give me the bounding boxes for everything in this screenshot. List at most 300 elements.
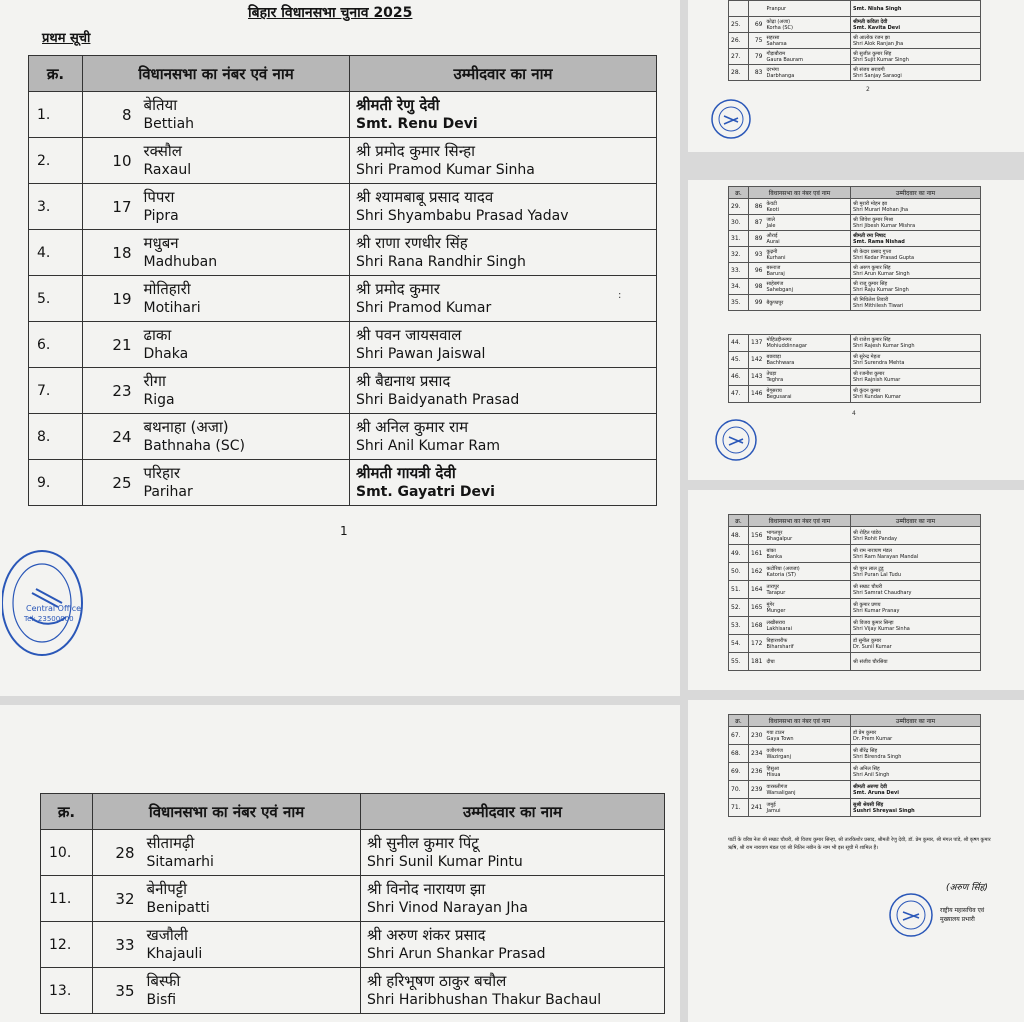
constituency-number: 10 bbox=[83, 138, 138, 184]
candidate-name-hindi: श्री पूरन लाल टुडू bbox=[853, 565, 884, 572]
row-sno: 26. bbox=[729, 33, 749, 49]
row-sno: 70. bbox=[729, 781, 749, 799]
candidate-name-hindi: श्रीमती अरुणा देवी bbox=[853, 783, 887, 790]
table-row bbox=[41, 876, 665, 922]
row-sno: 44. bbox=[729, 335, 749, 352]
constituency-number: 239 bbox=[749, 781, 765, 799]
table-row bbox=[729, 781, 981, 799]
candidate-name bbox=[851, 369, 981, 386]
constituency-name-english: Pipra bbox=[143, 208, 179, 224]
constituency-number: 165 bbox=[749, 599, 765, 617]
candidate-name bbox=[851, 1, 981, 17]
table-row bbox=[729, 352, 981, 369]
constituency-name bbox=[765, 799, 851, 817]
constituency-name-english: Munger bbox=[766, 607, 786, 614]
candidate-name bbox=[851, 49, 981, 65]
table-header-row bbox=[729, 187, 981, 199]
constituency-number: 18 bbox=[83, 230, 138, 276]
row-sno: 29. bbox=[729, 199, 749, 215]
candidate-name-hindi: श्री अनिल कुमार राम bbox=[356, 418, 469, 436]
header-sno: क्र. bbox=[729, 187, 749, 199]
header-constituency: विधानसभा का नंबर एवं नाम bbox=[749, 515, 851, 527]
candidate-name-hindi: सुश्री श्रेयसी सिंह bbox=[853, 801, 884, 808]
row-sno: 4. bbox=[29, 230, 83, 276]
table-row bbox=[729, 65, 981, 81]
constituency-name-hindi: बेनीपट्टी bbox=[146, 880, 188, 898]
header-candidate: उम्मीदवार का नाम bbox=[851, 187, 981, 199]
constituency-name bbox=[138, 92, 350, 138]
thumbnail-page-c bbox=[688, 330, 1024, 480]
candidate-name bbox=[851, 33, 981, 49]
constituency-name-english: Bathnaha (SC) bbox=[143, 438, 245, 454]
candidate-name-hindi: श्री अनिल सिंह bbox=[853, 765, 880, 772]
candidate-name bbox=[851, 763, 981, 781]
row-sno: 67. bbox=[729, 727, 749, 745]
table-row bbox=[729, 231, 981, 247]
constituency-number: 33 bbox=[93, 922, 141, 968]
constituency-number: 142 bbox=[749, 352, 765, 369]
candidate-name-hindi: श्री कुंदन कुमार bbox=[853, 388, 881, 394]
role-line-1: राष्ट्रीय महासचिव एवं bbox=[940, 907, 985, 914]
table-header-row bbox=[41, 794, 665, 830]
page-mark: 4 bbox=[852, 410, 856, 417]
table-row bbox=[29, 368, 657, 414]
constituency-name bbox=[765, 17, 851, 33]
candidate-name-hindi: श्री सुनील कुमार पिंटू bbox=[367, 834, 479, 852]
constituency-name bbox=[765, 581, 851, 599]
constituency-name-english: Banka bbox=[766, 553, 783, 560]
candidate-name bbox=[851, 635, 981, 653]
constituency-number: 98 bbox=[749, 279, 765, 295]
row-sno: 51. bbox=[729, 581, 749, 599]
candidate-name-hindi: श्री केदार प्रसाद गुप्ता bbox=[853, 248, 892, 255]
constituency-name bbox=[765, 599, 851, 617]
constituency-name-hindi: वजीरगंज bbox=[766, 747, 783, 754]
row-sno: 30. bbox=[729, 215, 749, 231]
candidate-name bbox=[851, 215, 981, 231]
header-sno: क्र. bbox=[29, 56, 83, 92]
constituency-name bbox=[141, 968, 361, 1014]
row-sno: 11. bbox=[41, 876, 93, 922]
constituency-name-english: Bhagalpur bbox=[766, 535, 793, 542]
candidate-name-english: Shri Sujit Kumar Singh bbox=[853, 56, 909, 63]
candidate-name-hindi: श्री सम्राट चौधरी bbox=[853, 583, 883, 590]
candidate-name-english: Shri Samrat Chaudhary bbox=[853, 589, 912, 596]
constituency-name-hindi: गौड़ाबौराम bbox=[766, 50, 786, 57]
candidate-name-english: Shri Pawan Jaiswal bbox=[356, 346, 486, 362]
candidate-name-english: Shri Ram Narayan Mandal bbox=[853, 553, 919, 560]
constituency-number: 87 bbox=[749, 215, 765, 231]
row-sno: 10. bbox=[41, 830, 93, 876]
table-row bbox=[729, 295, 981, 311]
svg-text:Tel: 23500000: Tel: 23500000 bbox=[24, 615, 74, 623]
candidate-name-hindi: श्री राणा रणधीर सिंह bbox=[356, 234, 468, 252]
candidate-name-hindi: श्री विजय कुमार सिन्हा bbox=[853, 619, 894, 626]
row-sno: 2. bbox=[29, 138, 83, 184]
constituency-name-english: Tarapur bbox=[766, 589, 786, 596]
constituency-number: 8 bbox=[83, 92, 138, 138]
row-sno: 7. bbox=[29, 368, 83, 414]
candidate-name bbox=[851, 545, 981, 563]
constituency-number: 79 bbox=[749, 49, 765, 65]
constituency-number: 75 bbox=[749, 33, 765, 49]
table-row bbox=[729, 745, 981, 763]
constituency-number: 146 bbox=[749, 386, 765, 403]
constituency-name-english: Wazirganj bbox=[766, 753, 791, 760]
table-row bbox=[729, 617, 981, 635]
table-row bbox=[729, 653, 981, 671]
constituency-name bbox=[765, 263, 851, 279]
candidate-name bbox=[361, 968, 665, 1014]
candidate-name-english: Shri Rana Randhir Singh bbox=[356, 254, 526, 270]
constituency-name-hindi: रीगा bbox=[143, 372, 166, 390]
constituency-name-hindi: भागलपुर bbox=[766, 529, 783, 536]
constituency-name bbox=[765, 215, 851, 231]
constituency-name bbox=[138, 138, 350, 184]
table-row bbox=[729, 386, 981, 403]
candidate-name bbox=[851, 279, 981, 295]
constituency-name-hindi: परिहार bbox=[143, 464, 181, 482]
candidate-name-hindi: श्री अरुण कुमार सिंह bbox=[853, 264, 891, 271]
table-row bbox=[729, 1, 981, 17]
constituency-number: 181 bbox=[749, 653, 765, 671]
candidate-name-hindi: श्री कुमार प्रणय bbox=[853, 601, 881, 608]
candidate-name bbox=[851, 799, 981, 817]
table-row bbox=[29, 414, 657, 460]
table-row bbox=[29, 138, 657, 184]
constituency-name-hindi: कुढ़नी bbox=[766, 248, 778, 255]
table-header-row bbox=[729, 715, 981, 727]
table-row bbox=[729, 33, 981, 49]
candidate-name-english: Smt. Gayatri Devi bbox=[356, 484, 495, 500]
candidate-name-hindi: श्रीमती गायत्री देवी bbox=[356, 464, 456, 482]
constituency-number: 230 bbox=[749, 727, 765, 745]
candidate-name-english: Shri Shyambabu Prasad Yadav bbox=[356, 208, 569, 224]
thumbnail-page-a bbox=[688, 0, 1024, 152]
constituency-name-english: Madhuban bbox=[143, 254, 218, 270]
candidate-name bbox=[361, 922, 665, 968]
constituency-number: 137 bbox=[749, 335, 765, 352]
constituency-name-english: Benipatti bbox=[146, 900, 210, 916]
candidate-name-english: Shri Puran Lal Tudu bbox=[853, 571, 902, 578]
constituency-number: 21 bbox=[83, 322, 138, 368]
header-constituency: विधानसभा का नंबर एवं नाम bbox=[749, 715, 851, 727]
candidate-name-hindi: श्रीमती रेणु देवी bbox=[356, 96, 440, 114]
constituency-name-hindi: बथनाहा (अजा) bbox=[143, 418, 229, 436]
constituency-name bbox=[765, 781, 851, 799]
candidate-name-hindi: श्री श्यामबाबू प्रसाद यादव bbox=[356, 188, 494, 206]
candidate-name bbox=[851, 781, 981, 799]
candidate-name-english: Shri Jibesh Kumar Mishra bbox=[853, 222, 916, 229]
header-candidate: उम्मीदवार का नाम bbox=[361, 794, 665, 830]
constituency-name bbox=[765, 65, 851, 81]
candidate-name-hindi: श्रीमती कविता देवी bbox=[853, 18, 888, 25]
candidate-name-english: Shri Baidyanath Prasad bbox=[356, 392, 520, 408]
candidate-name-hindi: श्री विनोद नारायण झा bbox=[367, 880, 486, 898]
thumb-table-c bbox=[728, 334, 981, 403]
candidate-name-hindi: श्री मिथिलेश तिवारी bbox=[853, 296, 889, 303]
candidate-name-hindi: डॉ सुनील कुमार bbox=[853, 637, 882, 644]
candidate-name bbox=[851, 247, 981, 263]
constituency-number: 83 bbox=[749, 65, 765, 81]
constituency-name-english: Biharsharif bbox=[766, 643, 794, 650]
constituency-name-english: Begusarai bbox=[766, 394, 792, 400]
header-candidate: उम्मीदवार का नाम bbox=[350, 56, 657, 92]
candidate-name bbox=[350, 368, 657, 414]
constituency-name-english: Mohiuddinnagar bbox=[766, 343, 808, 349]
row-sno: 35. bbox=[729, 295, 749, 311]
constituency-name-hindi: केवटी bbox=[766, 200, 777, 207]
candidate-name bbox=[851, 231, 981, 247]
candidate-name-english: Smt. Kavita Devi bbox=[853, 24, 901, 31]
row-sno: 12. bbox=[41, 922, 93, 968]
constituency-name-hindi: जमुई bbox=[766, 801, 776, 808]
candidate-name bbox=[361, 876, 665, 922]
table-row bbox=[29, 184, 657, 230]
row-sno: 1. bbox=[29, 92, 83, 138]
constituency-name-hindi: वारसलीगंज bbox=[766, 783, 788, 790]
constituency-name-english: Lakhisarai bbox=[766, 625, 792, 632]
constituency-name-hindi: बिहारशरीफ bbox=[766, 637, 788, 644]
constituency-name-english: Jale bbox=[766, 222, 776, 229]
table-row bbox=[729, 527, 981, 545]
constituency-number: 86 bbox=[749, 199, 765, 215]
constituency-name-english: Gaya Town bbox=[766, 735, 794, 742]
constituency-name-hindi: बैकुण्ठपुर bbox=[766, 299, 784, 306]
constituency-name-english: Sitamarhi bbox=[146, 854, 214, 870]
thumbnail-page-b bbox=[688, 180, 1024, 330]
table-row bbox=[29, 92, 657, 138]
row-sno: 46. bbox=[729, 369, 749, 386]
constituency-name-hindi: लखीसराय bbox=[766, 619, 785, 626]
candidate-name-english: Dr. Prem Kumar bbox=[853, 735, 893, 742]
constituency-name bbox=[138, 368, 350, 414]
constituency-name-english: Khajauli bbox=[146, 946, 203, 962]
row-sno: 31. bbox=[729, 231, 749, 247]
signature: (अरुण सिंह) bbox=[946, 883, 988, 893]
constituency-name-english: Darbhanga bbox=[766, 72, 795, 79]
row-sno: 53. bbox=[729, 617, 749, 635]
candidate-name bbox=[851, 527, 981, 545]
page-2 bbox=[0, 705, 680, 1022]
page-1 bbox=[0, 0, 680, 696]
candidate-name-english: Shri Sanjay Saraogi bbox=[853, 72, 902, 79]
table-row bbox=[729, 199, 981, 215]
candidate-name bbox=[851, 335, 981, 352]
candidate-name bbox=[851, 563, 981, 581]
table-row bbox=[729, 635, 981, 653]
candidate-name-hindi: श्री रोहित पांडेय bbox=[853, 529, 881, 536]
table-row bbox=[729, 599, 981, 617]
candidate-name-english: Smt. Rama Nishad bbox=[853, 238, 905, 245]
constituency-name-hindi: रक्सौल bbox=[143, 142, 182, 160]
row-sno: 5. bbox=[29, 276, 83, 322]
constituency-name-english: Dhaka bbox=[143, 346, 189, 362]
candidate-name-hindi: श्री प्रमोद कुमार सिन्हा bbox=[356, 142, 476, 160]
candidate-name-english: Shri Mithilesh Tiwari bbox=[853, 302, 904, 309]
constituency-name bbox=[138, 276, 350, 322]
candidate-name-hindi: श्री जिवेश कुमार मिश्रा bbox=[853, 216, 894, 223]
candidate-name-hindi: श्री सुरेन्द्र मेहता bbox=[853, 354, 881, 360]
constituency-name bbox=[765, 745, 851, 763]
candidate-name-hindi: Smt. Nisha Singh bbox=[853, 5, 902, 12]
candidate-name-english: Shri Rohit Panday bbox=[853, 535, 898, 542]
constituency-name-hindi: मुंगेर bbox=[766, 601, 775, 608]
candidate-name-english: Shri Kundan Kumar bbox=[853, 394, 901, 400]
candidate-name bbox=[851, 295, 981, 311]
candidate-name-english: Shri Pramod Kumar Sinha bbox=[356, 162, 535, 178]
footnote: पार्टी के वरिष्ठ नेता श्री सम्राट चौधरी, श्री विजय कुमार सिन्हा, श्री तारकिशोर प्रसाद, श्रीमती रेणु देवी, डॉ. प्रेम कुमार, श्री मंगल पांडे, श्री कृष्ण कुमार ऋषि, श्री राम नारायण मंडल एवं श्री नितिन नबीन के नाम भी इस सूची में शामिल हैं। bbox=[728, 837, 991, 851]
constituency-name bbox=[765, 527, 851, 545]
table-row bbox=[729, 279, 981, 295]
row-sno: 45. bbox=[729, 352, 749, 369]
candidate-name-english: Smt. Renu Devi bbox=[356, 116, 478, 132]
constituency-name-english: Motihari bbox=[143, 300, 201, 316]
candidate-name bbox=[350, 414, 657, 460]
row-sno: 33. bbox=[729, 263, 749, 279]
candidate-name bbox=[350, 230, 657, 276]
row-sno: 48. bbox=[729, 527, 749, 545]
constituency-number: 17 bbox=[83, 184, 138, 230]
candidate-name-english: Shri Rajesh Kumar Singh bbox=[853, 343, 915, 349]
constituency-name-hindi: बछवाड़ा bbox=[766, 354, 781, 360]
candidate-name bbox=[851, 386, 981, 403]
header-constituency: विधानसभा का नंबर एवं नाम bbox=[93, 794, 361, 830]
constituency-name-english: Riga bbox=[143, 392, 175, 408]
candidate-name-english: Shri Surendra Mehta bbox=[853, 360, 905, 366]
constituency-name-hindi: दीघा bbox=[766, 658, 775, 665]
candidate-name-english: Shri Birendra Singh bbox=[853, 753, 902, 760]
constituency-number: 162 bbox=[749, 563, 765, 581]
candidate-name-english: Shri Kumar Pranay bbox=[853, 607, 900, 614]
constituency-number: 28 bbox=[93, 830, 141, 876]
constituency-number: 69 bbox=[749, 17, 765, 33]
constituency-name-hindi: कोढ़ा (अजा) bbox=[766, 18, 791, 25]
header-candidate: उम्मीदवार का नाम bbox=[851, 515, 981, 527]
page-mark: 2 bbox=[866, 86, 870, 93]
constituency-number: 156 bbox=[749, 527, 765, 545]
constituency-name-hindi: जाले bbox=[766, 216, 775, 223]
candidate-name bbox=[851, 263, 981, 279]
constituency-number: 172 bbox=[749, 635, 765, 653]
page-number: 1 bbox=[340, 524, 348, 538]
table-row bbox=[29, 322, 657, 368]
candidate-name-english: Shri Arun Kumar Singh bbox=[853, 270, 910, 277]
row-sno: 47. bbox=[729, 386, 749, 403]
table-row bbox=[729, 263, 981, 279]
candidate-name-english: Shri Rajnish Kumar bbox=[853, 377, 901, 383]
constituency-number: 96 bbox=[749, 263, 765, 279]
constituency-name-hindi: बिस्फी bbox=[146, 972, 181, 990]
row-sno: 13. bbox=[41, 968, 93, 1014]
candidate-name-english: Smt. Aruna Devi bbox=[853, 789, 899, 796]
candidate-name bbox=[851, 17, 981, 33]
constituency-name-english: Korha (SC) bbox=[766, 24, 793, 31]
constituency-number: 93 bbox=[749, 247, 765, 263]
candidate-name-english: Shri Arun Shankar Prasad bbox=[367, 946, 546, 962]
constituency-number: 168 bbox=[749, 617, 765, 635]
candidate-name bbox=[851, 581, 981, 599]
candidate-name-english: Dr. Sunil Kumar bbox=[853, 643, 892, 650]
row-sno: 28. bbox=[729, 65, 749, 81]
candidate-name bbox=[350, 322, 657, 368]
table-row bbox=[729, 369, 981, 386]
candidate-name bbox=[350, 184, 657, 230]
candidate-name bbox=[851, 352, 981, 369]
constituency-name-english: Jamui bbox=[766, 807, 781, 814]
candidate-name-hindi: श्री बैद्यनाथ प्रसाद bbox=[356, 372, 451, 390]
row-sno: 8. bbox=[29, 414, 83, 460]
candidate-name bbox=[851, 727, 981, 745]
constituency-number: 234 bbox=[749, 745, 765, 763]
constituency-name bbox=[765, 247, 851, 263]
constituency-name bbox=[765, 563, 851, 581]
svg-text:Central Office: Central Office bbox=[26, 604, 82, 613]
constituency-name-hindi: मोहिउद्दीननगर bbox=[766, 337, 792, 343]
candidate-name-english: Shri Sunil Kumar Pintu bbox=[367, 854, 523, 870]
thumbnail-page-d bbox=[688, 490, 1024, 690]
constituency-name-hindi: बेतिया bbox=[143, 96, 178, 114]
party-seal-stamp-icon bbox=[2, 545, 88, 661]
constituency-number: 89 bbox=[749, 231, 765, 247]
table-row bbox=[729, 17, 981, 33]
header-sno: क्र. bbox=[41, 794, 93, 830]
constituency-name bbox=[765, 199, 851, 215]
row-sno: 55. bbox=[729, 653, 749, 671]
candidate-name-english: Shri Anil Singh bbox=[853, 771, 890, 778]
constituency-name-hindi: पिपरा bbox=[143, 188, 175, 206]
constituency-name bbox=[141, 922, 361, 968]
row-sno: 49. bbox=[729, 545, 749, 563]
constituency-name-hindi: खजौली bbox=[146, 926, 188, 944]
candidate-name bbox=[350, 276, 657, 322]
candidate-name-hindi: श्री हरिभूषण ठाकुर बचौल bbox=[367, 972, 507, 990]
constituency-name-english: Gaura Bauram bbox=[766, 56, 803, 63]
constituency-name-english: Keoti bbox=[766, 206, 780, 213]
constituency-name bbox=[765, 635, 851, 653]
candidate-name-hindi: श्री राम नारायण मंडल bbox=[853, 547, 892, 554]
thumb-table-a bbox=[728, 0, 981, 81]
thumb-table-b bbox=[728, 186, 981, 311]
list-title: प्रथम सूची bbox=[42, 31, 91, 46]
constituency-name bbox=[765, 49, 851, 65]
table-row bbox=[41, 922, 665, 968]
constituency-name bbox=[765, 386, 851, 403]
table-row bbox=[729, 763, 981, 781]
table-row bbox=[29, 230, 657, 276]
constituency-name bbox=[765, 279, 851, 295]
candidate-name bbox=[350, 92, 657, 138]
candidate-name-hindi: डॉ प्रेम कुमार bbox=[853, 729, 877, 736]
constituency-number: 35 bbox=[93, 968, 141, 1014]
constituency-name-english: Raxaul bbox=[143, 162, 192, 178]
constituency-name bbox=[138, 460, 350, 506]
constituency-name-hindi: तेघड़ा bbox=[766, 371, 777, 377]
table-row bbox=[729, 581, 981, 599]
candidates-table-page-1 bbox=[28, 55, 657, 506]
candidate-name bbox=[851, 745, 981, 763]
table-row bbox=[29, 276, 657, 322]
constituency-name-hindi: मधुबन bbox=[143, 234, 179, 252]
constituency-name bbox=[141, 876, 361, 922]
constituency-name-english: Saharsa bbox=[766, 40, 787, 47]
table-row bbox=[41, 830, 665, 876]
constituency-name bbox=[765, 352, 851, 369]
thumb-table-d bbox=[728, 514, 981, 671]
table-row bbox=[729, 727, 981, 745]
row-sno: 34. bbox=[729, 279, 749, 295]
row-sno: 25. bbox=[729, 17, 749, 33]
